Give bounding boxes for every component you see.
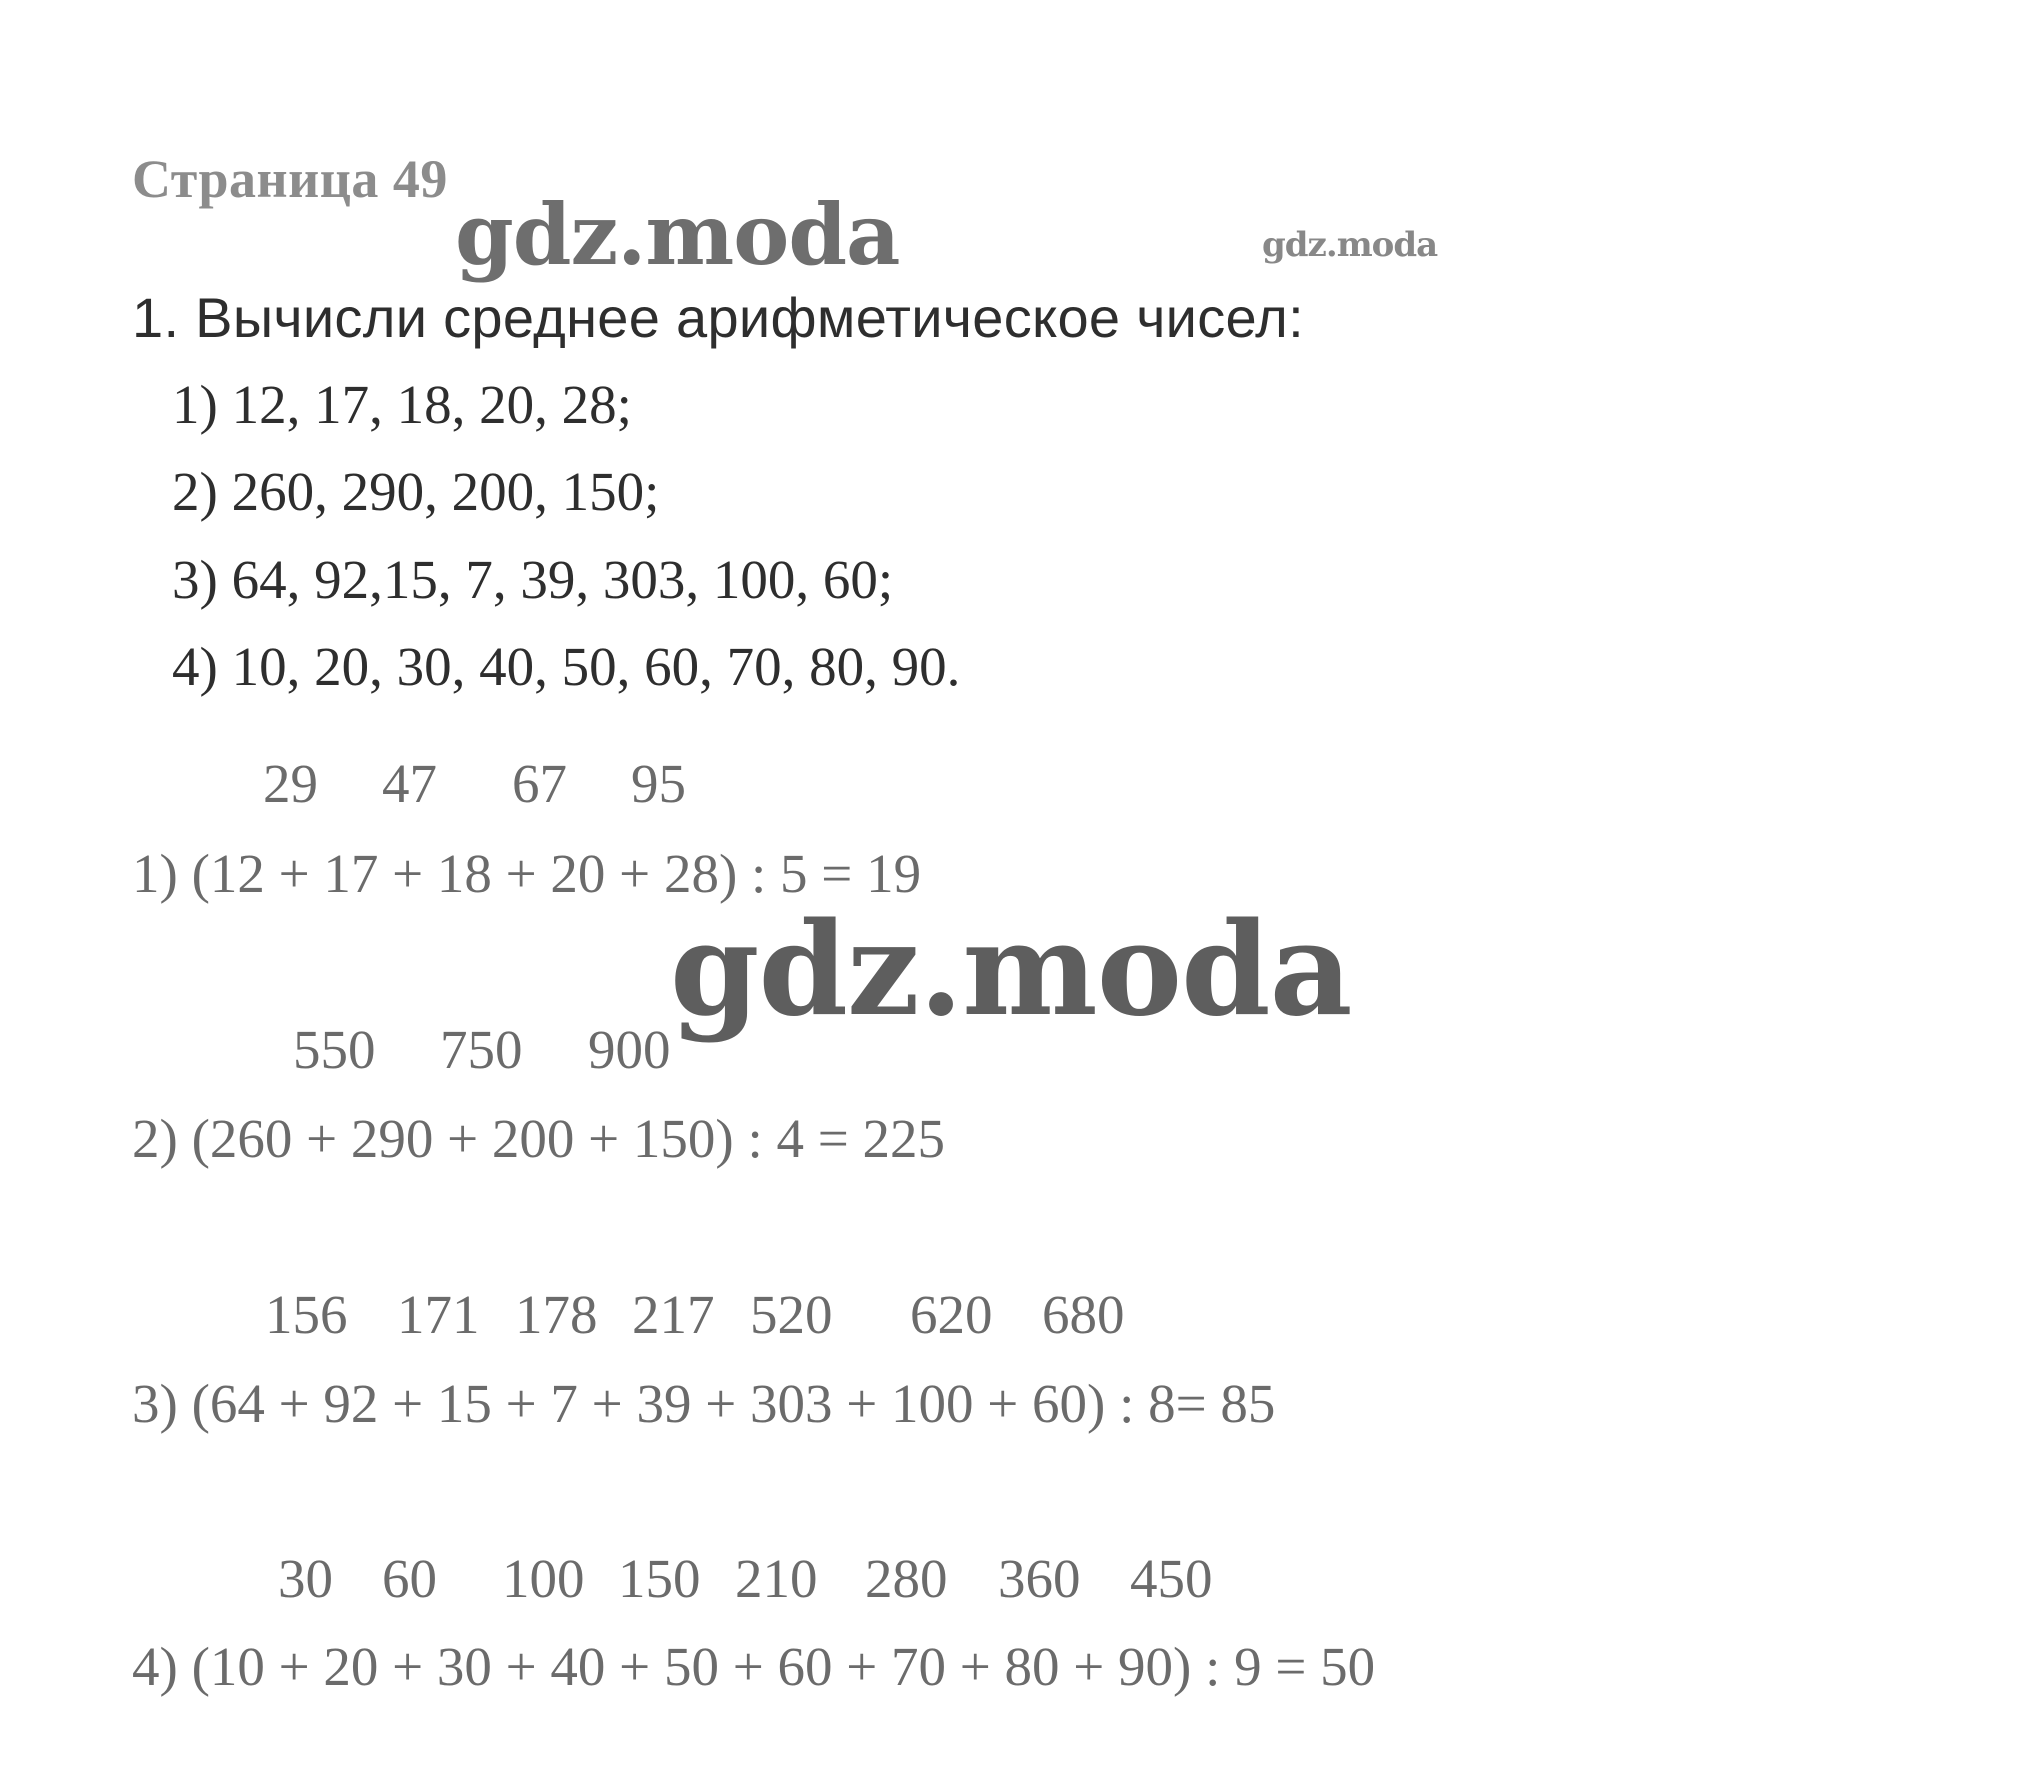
task-item: 3) 64, 92,15, 7, 39, 303, 100, 60; bbox=[172, 549, 894, 610]
partial-sum: 30 bbox=[278, 1548, 333, 1609]
partial-sum: 210 bbox=[735, 1548, 818, 1609]
partial-sum: 100 bbox=[502, 1548, 585, 1609]
partial-sum: 178 bbox=[515, 1284, 598, 1345]
partial-sum: 360 bbox=[998, 1548, 1081, 1609]
partial-sum: 47 bbox=[382, 753, 437, 814]
partial-sum: 29 bbox=[263, 753, 318, 814]
solution-expression: 4) (10 + 20 + 30 + 40 + 50 + 60 + 70 + 80 + 90) : 9 = 50 bbox=[132, 1636, 1376, 1697]
partial-sum: 900 bbox=[588, 1019, 671, 1080]
partial-sum: 150 bbox=[618, 1548, 701, 1609]
page-title: Страница 49 bbox=[132, 149, 448, 209]
partial-sum: 520 bbox=[750, 1284, 833, 1345]
partial-sum: 450 bbox=[1130, 1548, 1213, 1609]
watermark-logo: gdz.moda bbox=[455, 185, 900, 284]
task-item: 4) 10, 20, 30, 40, 50, 60, 70, 80, 90. bbox=[172, 636, 961, 697]
partial-sum: 620 bbox=[910, 1284, 993, 1345]
task-title: 1. Вычисли среднее арифметическое чисел: bbox=[132, 286, 1304, 349]
partial-sum: 67 bbox=[512, 753, 567, 814]
partial-sum: 680 bbox=[1042, 1284, 1125, 1345]
partial-sum: 550 bbox=[293, 1019, 376, 1080]
solution-expression: 1) (12 + 17 + 18 + 20 + 28) : 5 = 19 bbox=[132, 843, 922, 904]
watermark-logo: gdz.moda bbox=[670, 895, 1352, 1045]
partial-sum: 156 bbox=[265, 1284, 348, 1345]
partial-sum: 280 bbox=[865, 1548, 948, 1609]
partial-sum: 171 bbox=[397, 1284, 480, 1345]
task-item: 2) 260, 290, 200, 150; bbox=[172, 461, 660, 522]
task-item: 1) 12, 17, 18, 20, 28; bbox=[172, 374, 632, 435]
partial-sum: 217 bbox=[632, 1284, 715, 1345]
partial-sum: 750 bbox=[440, 1019, 523, 1080]
solution-expression: 2) (260 + 290 + 200 + 150) : 4 = 225 bbox=[132, 1108, 946, 1169]
partial-sum: 95 bbox=[631, 753, 686, 814]
solution-expression: 3) (64 + 92 + 15 + 7 + 39 + 303 + 100 + 60) : 8= 85 bbox=[132, 1373, 1276, 1434]
watermark-logo: gdz.moda bbox=[1262, 225, 1438, 265]
partial-sum: 60 bbox=[382, 1548, 437, 1609]
